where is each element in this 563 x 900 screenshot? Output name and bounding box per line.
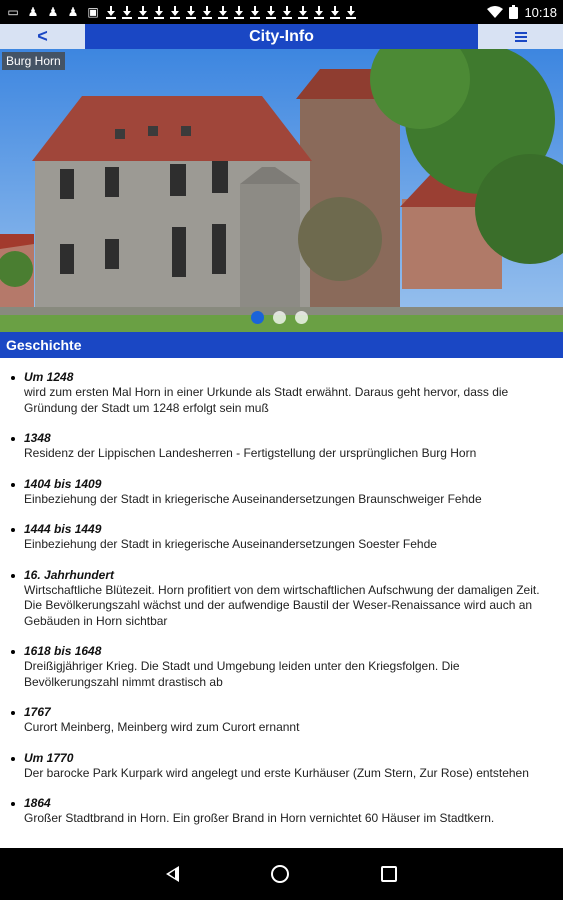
download-icon [314, 6, 324, 19]
clock: 10:18 [524, 4, 557, 20]
section-header: Geschichte [0, 332, 563, 358]
nav-home-icon[interactable] [271, 865, 289, 883]
history-text: Wirtschaftliche Blütezeit. Horn profitiert von dem wirtschaftlichen Aufschwung der damaligen Zeit. Die Bevölkerungszahl wächst und der aufwendige Baustil der Weser-Renaissance wird auch an Gebäuden in Horn sichtbar [24, 582, 540, 628]
history-year: 1767 [24, 705, 51, 719]
notification-icons [6, 5, 487, 19]
history-year: Um 1248 [24, 370, 74, 384]
castle-photo [0, 49, 563, 332]
download-icon [330, 6, 340, 19]
image-caption: Burg Horn [2, 52, 65, 70]
history-year: 1618 bis 1648 [24, 644, 102, 658]
history-text: Residenz der Lippischen Landesherren - Fertigstellung der ursprünglichen Burg Horn [24, 446, 477, 460]
back-icon: < [37, 26, 48, 46]
download-icon [298, 6, 308, 19]
history-year: 1444 bis 1449 [24, 522, 102, 536]
app-header [0, 24, 563, 49]
carousel-indicator [251, 311, 308, 324]
download-icon [106, 6, 116, 19]
download-icon [234, 6, 244, 19]
history-year: Um 1770 [24, 750, 74, 765]
carousel-dot[interactable] [251, 311, 264, 324]
list-item [24, 751, 553, 782]
carousel-dot[interactable] [273, 311, 286, 324]
download-icon [218, 6, 228, 19]
download-icon [170, 6, 180, 19]
back-button[interactable] [0, 24, 85, 49]
history-text: Einbeziehung der Stadt in kriegerische Auseinandersetzungen Braunschweiger Fehde [24, 491, 482, 506]
image-icon: ▣ [87, 5, 99, 19]
hamburger-menu-icon [515, 32, 527, 42]
history-year: 16. Jahrhundert [24, 567, 115, 582]
carousel-dot[interactable] [295, 311, 308, 324]
history-year: 1864 [24, 796, 51, 810]
history-list[interactable] [0, 358, 563, 848]
notification-icon: ♟ [67, 5, 79, 19]
download-icon [154, 6, 164, 19]
status-bar [0, 0, 563, 24]
list-item [24, 796, 553, 827]
history-year: 1348 [24, 431, 51, 445]
notification-icon: ♟ [27, 5, 39, 19]
history-text: Der barocke Park Kurpark wird angelegt und erste Kurhäuser (Zum Stern, Zur Rose) entstehen [24, 765, 529, 780]
menu-button[interactable] [478, 24, 563, 49]
download-icon [346, 6, 356, 19]
system-navigation-bar [0, 848, 563, 900]
download-icon [122, 6, 132, 19]
download-icon [202, 6, 212, 19]
download-icon [138, 6, 148, 19]
nav-recents-icon[interactable] [381, 866, 397, 882]
message-icon: ▭ [7, 5, 19, 19]
list-item [24, 477, 553, 508]
download-icon [250, 6, 260, 19]
list-item [24, 431, 553, 462]
nav-back-icon[interactable] [166, 866, 179, 882]
history-text: Großer Stadtbrand in Horn. Ein großer Brand in Horn vernichtet 60 Häuser im Stadtkern. [24, 811, 495, 825]
history-text: wird zum ersten Mal Horn in einer Urkunde als Stadt erwähnt. Daraus geht hervor, dass die Gründung der Stadt um 1248 erfolgt sein muß [24, 385, 509, 415]
list-item [24, 522, 553, 553]
list-item [24, 370, 553, 416]
download-icon [266, 6, 276, 19]
list-item [24, 568, 553, 630]
download-icon [282, 6, 292, 19]
history-text: Dreißigjähriger Krieg. Die Stadt und Umgebung leiden unter den Kriegsfolgen. Die Bevölkerungszahl nimmt drastisch ab [24, 659, 460, 689]
notification-icon: ♟ [47, 5, 59, 19]
battery-icon [509, 5, 518, 19]
history-text: Curort Meinberg, Meinberg wird zum Curort ernannt [24, 720, 300, 734]
list-item [24, 705, 553, 736]
history-year: 1404 bis 1409 [24, 476, 102, 491]
wifi-icon [487, 6, 503, 18]
history-text: Einbeziehung der Stadt in kriegerische Auseinandersetzungen Soester Fehde [24, 537, 437, 551]
image-carousel[interactable] [0, 49, 563, 332]
page-title: City-Info [249, 27, 314, 45]
list-item [24, 644, 553, 690]
download-icon [186, 6, 196, 19]
